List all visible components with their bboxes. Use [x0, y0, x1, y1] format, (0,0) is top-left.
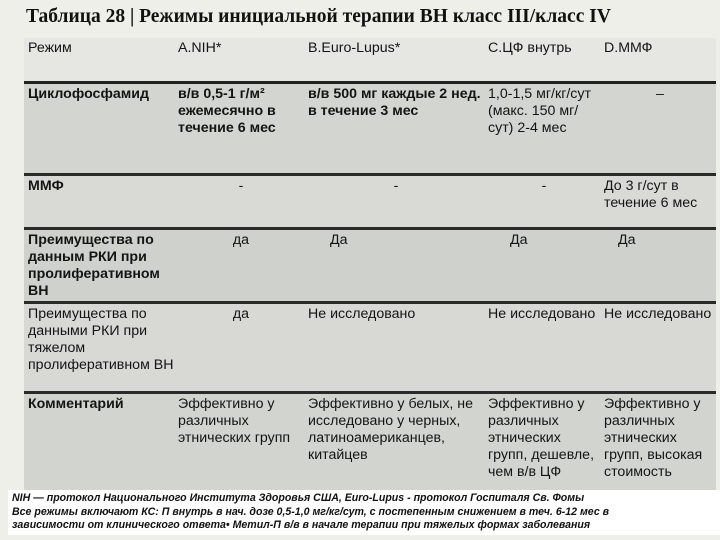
header-cell: A.NIH*: [174, 38, 304, 82]
table-cell: Не исследовано: [600, 302, 716, 392]
row-label: Циклофосфамид: [24, 82, 174, 174]
header-cell: C.ЦФ внутрь: [484, 38, 600, 82]
footnote-line: зависимости от клинического ответа• Метил-П в/в в начале терапии при тяжелых формах заболевания: [12, 519, 591, 531]
table-cell: Да: [484, 228, 600, 302]
header-cell: D.ММФ: [600, 38, 716, 82]
row-label: Преимущества по данным РКИ при пролиферативном ВН: [24, 228, 174, 302]
table-row: [24, 392, 716, 502]
therapy-table: [24, 38, 716, 502]
table-cell: Эффективно у различных этнических групп, высокая стоимость: [600, 392, 716, 502]
table-cell: –: [600, 82, 716, 174]
table-cell: да: [174, 302, 304, 392]
table-row: [24, 82, 716, 174]
row-label: ММФ: [24, 174, 174, 228]
table-cell: в/в 500 мг каждые 2 нед. в течение 3 мес: [304, 82, 484, 174]
table-cell: Да: [304, 228, 484, 302]
header-cell: B.Euro-Lupus*: [304, 38, 484, 82]
table-row: [24, 228, 716, 302]
footnote-line: Все режимы включают КС: П внутрь в нач. дозе 0,5-1,0 мг/кг/сут, с постепенным снижением в теч. 6-12 мес в: [12, 505, 610, 518]
table-cell: Эффективно у различных этнических групп, дешевле, чем в/в ЦФ: [484, 392, 600, 502]
table-header-row: [24, 38, 716, 82]
table-cell: Не исследовано: [484, 302, 600, 392]
header-cell: Режим: [24, 38, 174, 82]
table-cell: -: [484, 174, 600, 228]
table-cell: -: [174, 174, 304, 228]
table-cell: Эффективно у различных этнических групп: [174, 392, 304, 502]
table-cell: да: [174, 228, 304, 302]
table-row: [24, 174, 716, 228]
table-cell: Да: [600, 228, 716, 302]
table-cell: -: [304, 174, 484, 228]
table-row: [24, 302, 716, 392]
row-label: Преимущества по данными РКИ при тяжелом пролиферативном ВН: [24, 302, 174, 392]
table-cell: Эффективно у белых, не исследовано у черных, латиноамериканцев, китайцев: [304, 392, 484, 502]
table-cell: Не исследовано: [304, 302, 484, 392]
footnote-line: NIH — протокол Национального Института Здоровья США, Euro-Lupus - протокол Госпиталя Св. Фомы: [12, 492, 585, 504]
row-label: Комментарий: [24, 392, 174, 502]
table-cell: 1,0-1,5 мг/кг/сут (макс. 150 мг/сут) 2-4 мес: [484, 82, 600, 174]
page-title: Таблица 28 | Режимы инициальной терапии ВН класс III/класс IV: [26, 6, 611, 27]
table-cell: в/в 0,5-1 г/м² ежемесячно в течение 6 мес: [174, 82, 304, 174]
table-cell: До 3 г/сут в течение 6 мес: [600, 174, 716, 228]
footnote: [8, 490, 720, 535]
